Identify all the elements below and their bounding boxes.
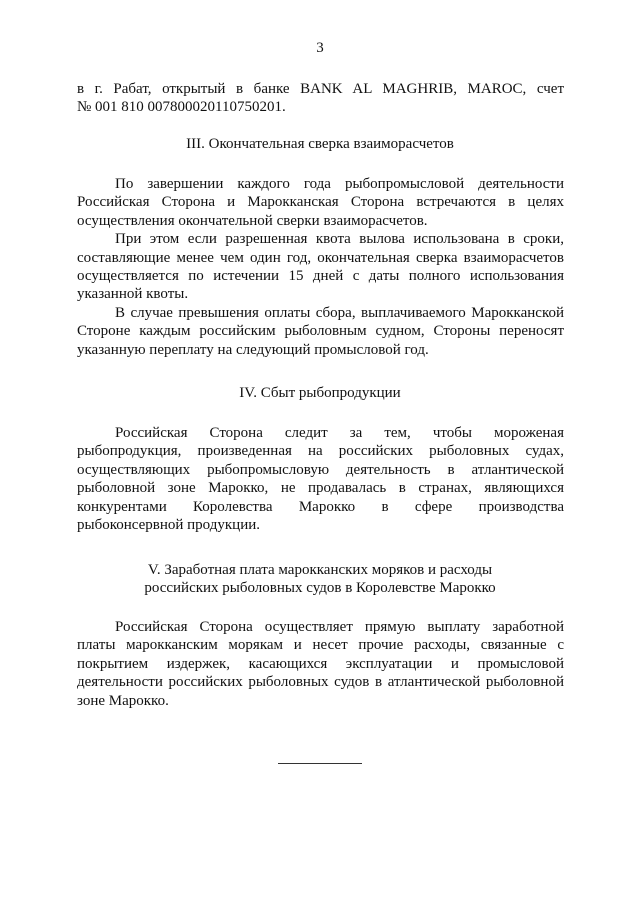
end-rule bbox=[278, 763, 362, 764]
section-4-heading: IV. Сбыт рыбопродукции bbox=[239, 385, 401, 401]
section-5-heading-line-1: V. Заработная плата марокканских моряков и расходы bbox=[147, 562, 493, 578]
section-4-body bbox=[77, 424, 564, 534]
section-4-line-2: рыбопродукция, произведенная на российских рыболовных судах, bbox=[77, 443, 564, 460]
section-4-line-3: осуществляющих рыбопромысловую деятельность в атлантической bbox=[77, 461, 564, 478]
section-4-line-6: рыбоконсервной продукции. bbox=[77, 517, 260, 534]
section-5-heading bbox=[0, 561, 640, 598]
section-4-line-5: конкурентами Королевства Марокко в сфере производства bbox=[77, 498, 564, 515]
section-3-heading: III. Окончательная сверка взаиморасчетов bbox=[186, 136, 454, 152]
section-4-line-4: рыболовной зоне Марокко, не продавалась в странах, являющихся bbox=[77, 480, 564, 497]
section-3-paragraph-3: В случае превышения оплаты сбора, выплачиваемого Марокканской Стороне каждым российским рыболовным судном, Стороны переносят указанную переплату на следующий промысловой год. bbox=[77, 304, 564, 358]
section-5-body bbox=[77, 618, 564, 710]
page-number: 3 bbox=[316, 40, 324, 56]
section-5-paragraph: Российская Сторона осуществляет прямую выплату заработной платы марокканским морякам и несет прочие расходы, связанные с покрытием издержек, касающихся эксплуатации и промысловой деятельности российских рыболовных судов в атлантической рыболовной зоне Марокко. bbox=[77, 619, 564, 709]
intro-line-2: № 001 810 007800020110750201. bbox=[77, 99, 286, 116]
section-3-paragraph-2: При этом если разрешенная квота вылова использована в сроки, составляющие менее чем один год, окончательная сверка взаиморасчетов осуществляется по истечении 15 дней с даты полного использования указанной квоты. bbox=[77, 231, 564, 303]
section-5-heading-line-2: российских рыболовных судов в Королевстве Марокко bbox=[144, 580, 496, 597]
intro-line-1: в г. Рабат, открытый в банке BANK AL MAGHRIB, MAROC, счет bbox=[77, 81, 564, 97]
section-3-body bbox=[77, 175, 564, 359]
section-4-line-1: Российская Сторона следит за тем, чтобы мороженая bbox=[115, 425, 564, 441]
section-3-paragraph-1: По завершении каждого года рыбопромысловой деятельности Российская Сторона и Марокканская Сторона встречаются в целях осуществления окончательной сверки взаиморасчетов. bbox=[77, 176, 564, 229]
intro-text bbox=[77, 80, 564, 117]
